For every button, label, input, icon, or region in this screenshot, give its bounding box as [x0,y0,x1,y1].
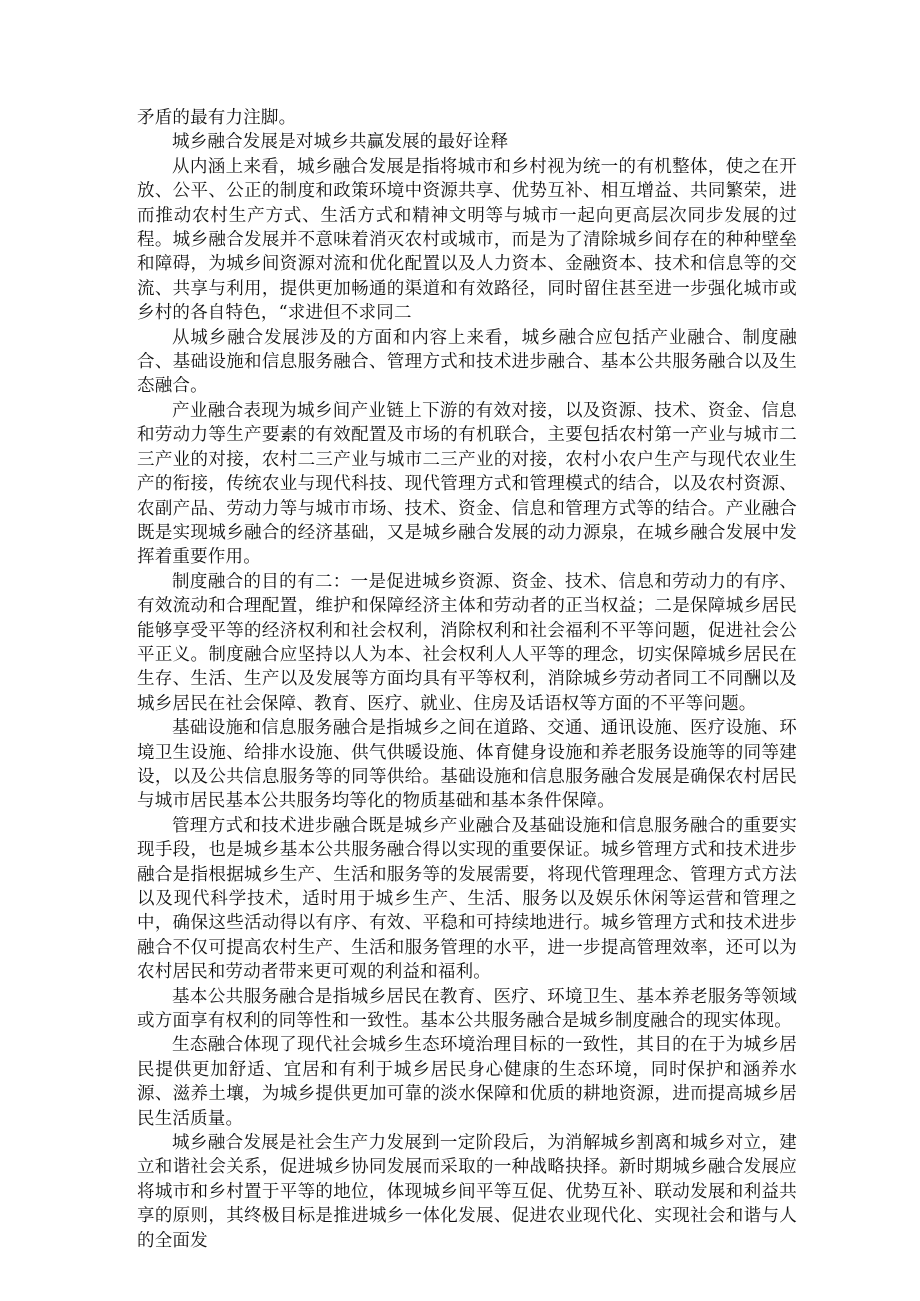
paragraph-connotation: 从内涵上来看，城乡融合发展是指将城市和乡村视为统一的有机整体，使之在开放、公平、公正的制度和政策环境中资源共享、优势互补、相互增益、共同繁荣，进而推动农村生产方式、生活方式和精神文明等与城市一起向更高层次同步发展的过程。城乡融合发展并不意味着消灭农村或城市，而是为了清除城乡间存在的种种壁垒和障碍，为城乡间资源对流和优化配置以及人力资本、金融资本、技术和信息等的交流、共享与利用，提供更加畅通的渠道和有效路径，同时留住甚至进一步强化城市或乡村的各自特色，“求进但不求同二 [137,156,797,324]
paragraph-continuation: 矛盾的最有力注脚。 [137,108,297,128]
paragraph-infrastructure-integration: 基础设施和信息服务融合是指城乡之间在道路、交通、通讯设施、医疗设施、环境卫生设施、给排水设施、供气供暖设施、体育健身设施和养老服务设施等的同等建设，以及公共信息服务等的同等供给。基础设施和信息服务融合发展是确保农村居民与城市居民基本公共服务均等化的物质基础和基本条件保障。 [137,718,797,812]
paragraph-conclusion: 城乡融合发展是社会生产力发展到一定阶段后，为消解城乡割离和城乡对立，建立和谐社会关系，促进城乡协同发展而采取的一种战略抉择。新时期城乡融合发展应将城市和乡村置于平等的地位，体现城乡间平等互促、优势互补、联动发展和利益共享的原则，其终极目标是推进城乡一体化发展、促进农业现代化、实现社会和谐与人的全面发 [137,1133,797,1251]
document-body [137,106,797,1253]
paragraph-ecology-integration: 生态融合体现了现代社会城乡生态环境治理目标的一致性，其目的在于为城乡居民提供更加舒适、宜居和有利于城乡居民身心健康的生态环境，同时保护和涵养水源、滋养土壤，为城乡提供更加可靠的淡水保障和优质的耕地资源，进而提高城乡居民生活质量。 [137,1035,797,1129]
paragraph-public-service-integration: 基本公共服务融合是指城乡居民在教育、医疗、环境卫生、基本养老服务等领域或方面享有权利的同等性和一致性。基本公共服务融合是城乡制度融合的现实体现。 [137,986,797,1032]
paragraph-management-integration: 管理方式和技术进步融合既是城乡产业融合及基础设施和信息服务融合的重要实现手段，也是城乡基本公共服务融合得以实现的重要保证。城乡管理方式和技术进步融合是指根据城乡生产、生活和服务等的发展需要，将现代管理理念、管理方式方法以及现代科学技术，适时用于城乡生产、生活、服务以及娱乐休闲等运营和管理之中，确保这些活动得以有序、有效、平稳和可持续地进行。城乡管理方式和技术进步融合不仅可提高农村生产、生活和服务管理的水平，进一步提高管理效率，还可以为农村居民和劳动者带来更可观的利益和福利。 [137,815,797,983]
section-heading: 城乡融合发展是对城乡共赢发展的最好诠释 [172,132,509,153]
paragraph-aspects: 从城乡融合发展涉及的方面和内容上来看，城乡融合应包括产业融合、制度融合、基础设施和信息服务融合、管理方式和技术进步融合、基本公共服务融合以及生态融合。 [137,327,797,397]
paragraph-institution-integration: 制度融合的目的有二：一是促进城乡资源、资金、技术、信息和劳动力的有序、有效流动和合理配置，维护和保障经济主体和劳动者的正当权益；二是保障城乡居民能够享受平等的经济权利和社会权利，消除权利和社会福利不平等问题，促进社会公平正义。制度融合应坚持以人为本、社会权利人人平等的理念，切实保障城乡居民在生存、生活、生产以及发展等方面均具有平等权利，消除城乡劳动者同工不同酬以及城乡居民在社会保障、教育、医疗、就业、住房及话语权等方面的不平等问题。 [137,571,797,714]
paragraph-industry-integration: 产业融合表现为城乡间产业链上下游的有效对接，以及资源、技术、资金、信息和劳动力等生产要素的有效配置及市场的有机联合，主要包括农村第一产业与城市二三产业的对接，农村二三产业与城市二三产业的对接，农村小农户生产与现代农业生产的衔接，传统农业与现代科技、现代管理方式和管理模式的结合，以及农村资源、农副产品、劳动力等与城市市场、技术、资金、信息和管理方式等的结合。产业融合既是实现城乡融合的经济基础，又是城乡融合发展的动力源泉，在城乡融合发展中发挥着重要作用。 [137,400,797,568]
